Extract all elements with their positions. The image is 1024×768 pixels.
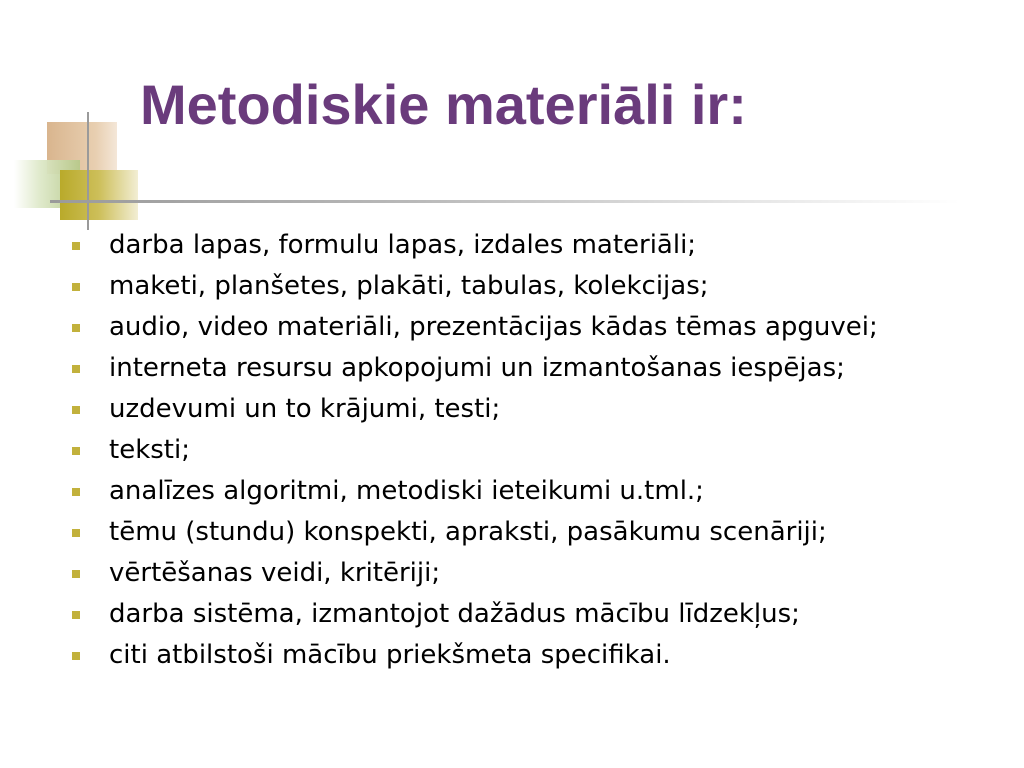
list-item xyxy=(70,348,878,389)
decorative-squares xyxy=(0,0,160,240)
list-item xyxy=(70,266,878,307)
list-item-text: darba sistēma, izmantojot dažādus mācību līdzekļus; xyxy=(109,599,800,629)
bullet-list xyxy=(70,225,878,676)
list-item-text: citi atbilstoši mācību priekšmeta specifikai. xyxy=(109,640,671,670)
list-item-text: darba lapas, formulu lapas, izdales materiāli; xyxy=(109,230,697,260)
square-bullet-icon xyxy=(72,324,80,332)
square-bullet-icon xyxy=(72,488,80,496)
vertical-rule xyxy=(87,112,89,230)
square-bullet-icon xyxy=(72,406,80,414)
olive-square-decoration xyxy=(60,170,138,220)
list-item xyxy=(70,225,878,266)
square-bullet-icon xyxy=(72,611,80,619)
list-item xyxy=(70,389,878,430)
title-underline-rule xyxy=(50,200,960,203)
list-item xyxy=(70,512,878,553)
list-item xyxy=(70,430,878,471)
square-bullet-icon xyxy=(72,570,80,578)
square-bullet-icon xyxy=(72,365,80,373)
list-item-text: teksti; xyxy=(109,435,190,465)
square-bullet-icon xyxy=(72,447,80,455)
list-item xyxy=(70,471,878,512)
list-item-text: maketi, planšetes, plakāti, tabulas, kolekcijas; xyxy=(109,271,709,301)
list-item xyxy=(70,635,878,676)
square-bullet-icon xyxy=(72,529,80,537)
list-item-text: uzdevumi un to krājumi, testi; xyxy=(109,394,501,424)
list-item-text: vērtēšanas veidi, kritēriji; xyxy=(109,558,441,588)
square-bullet-icon xyxy=(72,242,80,250)
list-item-text: interneta resursu apkopojumi un izmantošanas iespējas; xyxy=(109,353,845,383)
square-bullet-icon xyxy=(72,652,80,660)
slide-title: Metodiskie materiāli ir: xyxy=(140,73,747,136)
list-item-text: audio, video materiāli, prezentācijas kādas tēmas apguvei; xyxy=(109,312,878,342)
list-item xyxy=(70,553,878,594)
square-bullet-icon xyxy=(72,283,80,291)
list-item-text: analīzes algoritmi, metodiski ieteikumi u.tml.; xyxy=(109,476,704,506)
list-item xyxy=(70,594,878,635)
list-item-text: tēmu (stundu) konspekti, apraksti, pasākumu scenāriji; xyxy=(109,517,827,547)
list-item xyxy=(70,307,878,348)
